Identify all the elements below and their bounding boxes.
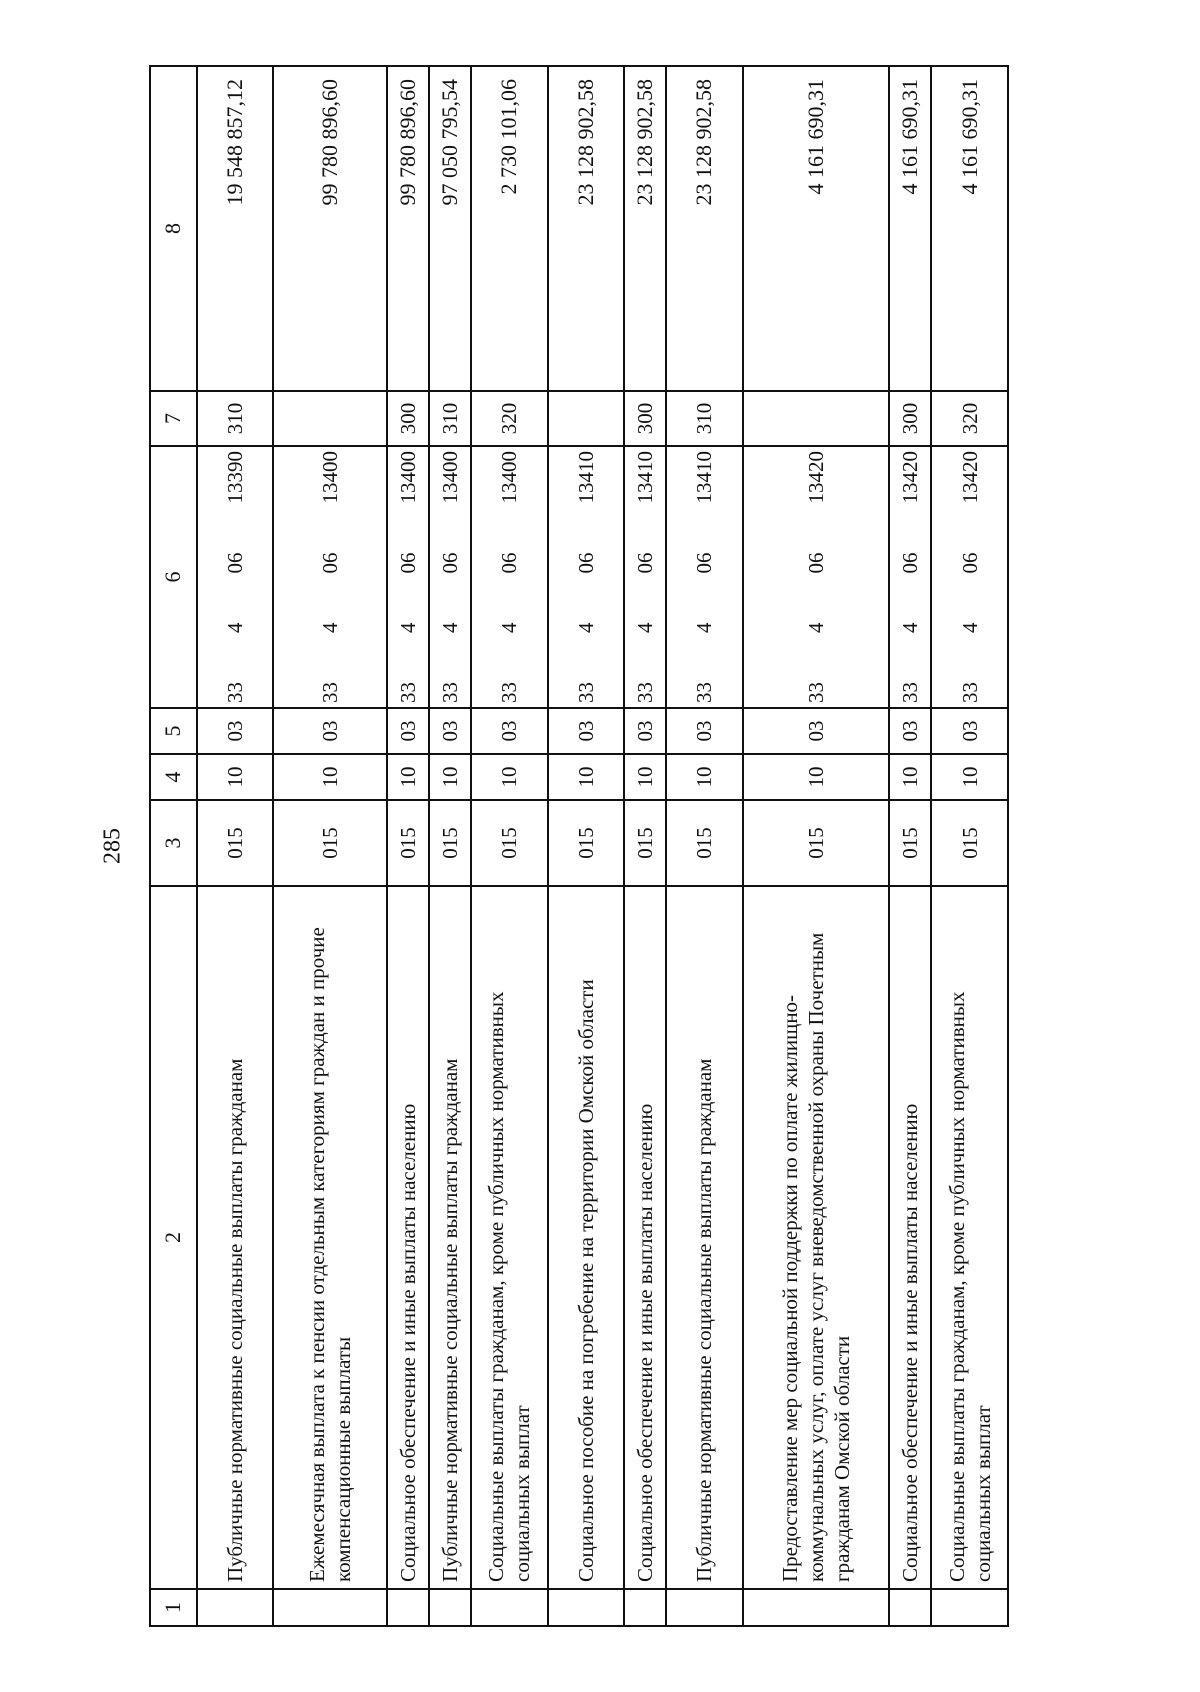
target-code-part-3: 06 xyxy=(957,552,982,574)
row-col4-cell: 10 xyxy=(931,754,1008,800)
row-col4-cell: 10 xyxy=(273,754,387,800)
row-col7-cell: 300 xyxy=(387,391,429,446)
target-code-part-1: 33 xyxy=(898,682,923,703)
target-code-part-4: 13400 xyxy=(497,451,522,504)
row-col7-cell: 300 xyxy=(624,391,666,446)
row-amount-cell: 23 128 902,58 xyxy=(624,66,666,391)
row-name-cell: Публичные нормативные социальные выплаты гражданам xyxy=(197,886,274,1589)
row-target-code-cell xyxy=(548,446,625,708)
target-code-part-3: 06 xyxy=(804,552,829,574)
row-name-cell: Публичные нормативные социальные выплаты гражданам xyxy=(666,886,743,1589)
row-col7-cell xyxy=(273,391,387,446)
target-code-part-3: 06 xyxy=(898,552,923,574)
row-number-cell xyxy=(931,1589,1008,1626)
target-code-part-3: 06 xyxy=(222,552,247,574)
row-col5-cell: 03 xyxy=(889,708,931,754)
row-col5-cell: 03 xyxy=(273,708,387,754)
target-code-parts xyxy=(957,451,983,703)
row-target-code-cell xyxy=(666,446,743,708)
header-cell-5: 5 xyxy=(150,708,197,754)
row-amount-cell: 97 050 795,54 xyxy=(429,66,471,391)
target-code-parts xyxy=(691,451,717,703)
row-number-cell xyxy=(743,1589,889,1626)
row-amount-cell: 99 780 896,60 xyxy=(273,66,387,391)
row-number-cell xyxy=(429,1589,471,1626)
target-code-part-1: 33 xyxy=(396,682,421,703)
row-col3-cell: 015 xyxy=(889,800,931,886)
target-code-parts xyxy=(317,451,343,703)
target-code-parts xyxy=(437,451,463,703)
row-col7-cell: 300 xyxy=(889,391,931,446)
target-code-part-1: 33 xyxy=(497,682,522,703)
target-code-part-4: 13420 xyxy=(898,451,923,504)
row-amount-cell: 23 128 902,58 xyxy=(548,66,625,391)
header-cell-2: 2 xyxy=(150,886,197,1589)
rotated-table-wrapper xyxy=(149,67,1009,1627)
row-col7-cell: 320 xyxy=(471,391,548,446)
row-col7-cell: 310 xyxy=(666,391,743,446)
target-code-part-4: 13410 xyxy=(573,451,598,504)
row-col3-cell: 015 xyxy=(743,800,889,886)
row-name-cell: Социальное обеспечение и иные выплаты населению xyxy=(889,886,931,1589)
row-amount-cell: 4 161 690,31 xyxy=(889,66,931,391)
row-target-code-cell xyxy=(471,446,548,708)
target-code-parts xyxy=(222,451,248,703)
target-code-part-1: 33 xyxy=(804,682,829,703)
budget-table xyxy=(149,65,1009,1627)
row-amount-cell: 4 161 690,31 xyxy=(931,66,1008,391)
row-name-cell: Социальные выплаты гражданам, кроме публичных нормативных социальных выплат xyxy=(931,886,1008,1589)
target-code-part-2: 4 xyxy=(437,622,462,633)
row-name-cell: Социальное пособие на погребение на территории Омской области xyxy=(548,886,625,1589)
target-code-part-1: 33 xyxy=(692,682,717,703)
row-target-code-cell xyxy=(624,446,666,708)
row-col5-cell: 03 xyxy=(743,708,889,754)
table-row xyxy=(889,66,931,1626)
target-code-part-2: 4 xyxy=(957,622,982,633)
target-code-part-4: 13400 xyxy=(396,451,421,504)
row-name-cell: Предоставление мер социальной поддержки по оплате жилищно-коммунальных услуг, оплате услуг вневедомственной охраны Почетным гражданам Омской области xyxy=(743,886,889,1589)
target-code-part-3: 06 xyxy=(318,552,343,574)
row-col3-cell: 015 xyxy=(273,800,387,886)
row-col4-cell: 10 xyxy=(624,754,666,800)
row-col3-cell: 015 xyxy=(548,800,625,886)
target-code-part-3: 06 xyxy=(437,552,462,574)
target-code-part-4: 13420 xyxy=(957,451,982,504)
row-col4-cell: 10 xyxy=(548,754,625,800)
header-cell-8: 8 xyxy=(150,66,197,391)
row-col7-cell: 310 xyxy=(429,391,471,446)
row-col5-cell: 03 xyxy=(931,708,1008,754)
header-cell-6: 6 xyxy=(150,446,197,708)
target-code-parts xyxy=(803,451,829,703)
target-code-part-1: 33 xyxy=(318,682,343,703)
row-target-code-cell xyxy=(197,446,274,708)
row-col4-cell: 10 xyxy=(666,754,743,800)
row-name-cell: Социальные выплаты гражданам, кроме публичных нормативных социальных выплат xyxy=(471,886,548,1589)
header-cell-3: 3 xyxy=(150,800,197,886)
table-row xyxy=(429,66,471,1626)
row-col4-cell: 10 xyxy=(197,754,274,800)
row-col7-cell: 310 xyxy=(197,391,274,446)
target-code-part-2: 4 xyxy=(692,622,717,633)
target-code-part-4: 13400 xyxy=(318,451,343,504)
row-col4-cell: 10 xyxy=(429,754,471,800)
target-code-part-4: 13410 xyxy=(633,451,658,504)
table-row xyxy=(548,66,625,1626)
row-amount-cell: 23 128 902,58 xyxy=(666,66,743,391)
target-code-part-2: 4 xyxy=(898,622,923,633)
row-col5-cell: 03 xyxy=(666,708,743,754)
row-col4-cell: 10 xyxy=(889,754,931,800)
row-col4-cell: 10 xyxy=(387,754,429,800)
header-row xyxy=(150,66,197,1626)
row-number-cell xyxy=(387,1589,429,1626)
row-col3-cell: 015 xyxy=(931,800,1008,886)
row-amount-cell: 19 548 857,12 xyxy=(197,66,274,391)
target-code-part-2: 4 xyxy=(396,622,421,633)
row-amount-cell: 2 730 101,06 xyxy=(471,66,548,391)
target-code-part-2: 4 xyxy=(573,622,598,633)
table-row xyxy=(743,66,889,1626)
row-col5-cell: 03 xyxy=(624,708,666,754)
row-number-cell xyxy=(471,1589,548,1626)
row-col5-cell: 03 xyxy=(197,708,274,754)
row-number-cell xyxy=(624,1589,666,1626)
row-number-cell xyxy=(666,1589,743,1626)
target-code-parts xyxy=(897,451,923,703)
row-col5-cell: 03 xyxy=(471,708,548,754)
target-code-part-1: 33 xyxy=(957,682,982,703)
row-col7-cell xyxy=(548,391,625,446)
row-number-cell xyxy=(548,1589,625,1626)
table-row xyxy=(197,66,274,1626)
target-code-part-3: 06 xyxy=(633,552,658,574)
header-cell-1: 1 xyxy=(150,1589,197,1626)
row-name-cell: Ежемесячная выплата к пенсии отдельным категориям граждан и прочие компенсационные выплаты xyxy=(273,886,387,1589)
target-code-part-2: 4 xyxy=(804,622,829,633)
row-col5-cell: 03 xyxy=(548,708,625,754)
row-col3-cell: 015 xyxy=(387,800,429,886)
target-code-part-4: 13410 xyxy=(692,451,717,504)
row-col7-cell: 320 xyxy=(931,391,1008,446)
row-col4-cell: 10 xyxy=(743,754,889,800)
target-code-part-3: 06 xyxy=(692,552,717,574)
row-col7-cell xyxy=(743,391,889,446)
row-col5-cell: 03 xyxy=(387,708,429,754)
header-cell-7: 7 xyxy=(150,391,197,446)
table-row xyxy=(931,66,1008,1626)
target-code-part-1: 33 xyxy=(222,682,247,703)
row-number-cell xyxy=(273,1589,387,1626)
target-code-part-2: 4 xyxy=(318,622,343,633)
row-name-cell: Публичные нормативные социальные выплаты гражданам xyxy=(429,886,471,1589)
table-row xyxy=(387,66,429,1626)
row-col3-cell: 015 xyxy=(666,800,743,886)
row-col3-cell: 015 xyxy=(624,800,666,886)
header-cell-4: 4 xyxy=(150,754,197,800)
row-amount-cell: 99 780 896,60 xyxy=(387,66,429,391)
target-code-part-2: 4 xyxy=(633,622,658,633)
row-target-code-cell xyxy=(931,446,1008,708)
target-code-part-4: 13390 xyxy=(222,451,247,504)
row-target-code-cell xyxy=(429,446,471,708)
target-code-parts xyxy=(496,451,522,703)
row-target-code-cell xyxy=(889,446,931,708)
row-col3-cell: 015 xyxy=(197,800,274,886)
target-code-part-3: 06 xyxy=(396,552,421,574)
table-row xyxy=(624,66,666,1626)
row-col4-cell: 10 xyxy=(471,754,548,800)
table-row xyxy=(666,66,743,1626)
target-code-part-1: 33 xyxy=(437,682,462,703)
row-col3-cell: 015 xyxy=(429,800,471,886)
row-target-code-cell xyxy=(743,446,889,708)
row-col5-cell: 03 xyxy=(429,708,471,754)
target-code-part-4: 13420 xyxy=(804,451,829,504)
row-name-cell: Социальное обеспечение и иные выплаты населению xyxy=(387,886,429,1589)
target-code-part-2: 4 xyxy=(497,622,522,633)
row-number-cell xyxy=(197,1589,274,1626)
target-code-part-1: 33 xyxy=(573,682,598,703)
row-col3-cell: 015 xyxy=(471,800,548,886)
row-number-cell xyxy=(889,1589,931,1626)
table-row xyxy=(471,66,548,1626)
target-code-parts xyxy=(632,451,658,703)
target-code-part-2: 4 xyxy=(222,622,247,633)
target-code-part-4: 13400 xyxy=(437,451,462,504)
row-amount-cell: 4 161 690,31 xyxy=(743,66,889,391)
target-code-parts xyxy=(395,451,421,703)
target-code-part-3: 06 xyxy=(573,552,598,574)
target-code-part-1: 33 xyxy=(633,682,658,703)
table-row xyxy=(273,66,387,1626)
row-target-code-cell xyxy=(387,446,429,708)
target-code-parts xyxy=(573,451,599,703)
row-target-code-cell xyxy=(273,446,387,708)
row-name-cell: Социальное обеспечение и иные выплаты населению xyxy=(624,886,666,1589)
target-code-part-3: 06 xyxy=(497,552,522,574)
page-number: 285 xyxy=(99,828,126,864)
